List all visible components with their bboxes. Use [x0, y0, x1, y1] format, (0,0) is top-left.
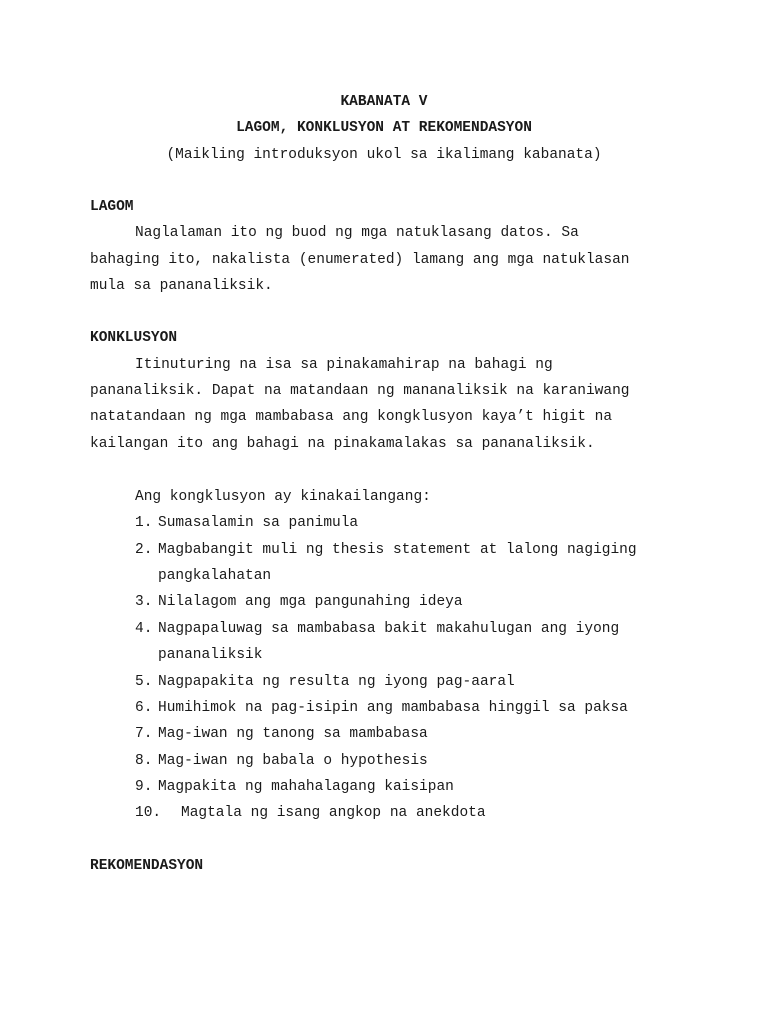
list-item-text: Magpakita ng mahahalagang kaisipan	[158, 779, 454, 795]
list-item-number: 2.	[135, 542, 153, 558]
list-item-number: 3.	[135, 594, 153, 610]
chapter-title: LAGOM, KONKLUSYON AT REKOMENDASYON	[236, 120, 532, 136]
list-item-number: 9.	[135, 779, 153, 795]
list-item-number: 7.	[135, 726, 153, 742]
chapter-label: KABANATA V	[340, 94, 428, 110]
list-item-text-continued: pananaliksik	[158, 647, 263, 663]
konklusyon-paragraph-line: pananaliksik. Dapat na matandaan ng mananaliksik na karaniwang	[90, 383, 630, 399]
list-item-text: Nilalagom ang mga pangunahing ideya	[158, 594, 463, 610]
list-item-text: Sumasalamin sa panimula	[158, 515, 359, 531]
list-item-text: Nagpapakita ng resulta ng iyong pag-aaral	[158, 674, 515, 690]
list-item-text: Nagpapaluwag sa mambabasa bakit makahulugan ang iyong	[158, 621, 620, 637]
lagom-heading: LAGOM	[90, 199, 134, 215]
list-item-text: Magbabangit muli ng thesis statement at lalong nagiging	[158, 542, 637, 558]
list-item-number: 1.	[135, 515, 153, 531]
list-intro: Ang kongklusyon ay kinakailangang:	[135, 489, 431, 505]
list-item-text: Mag-iwan ng babala o hypothesis	[158, 753, 428, 769]
rekomendasyon-heading: REKOMENDASYON	[90, 858, 204, 874]
list-item-number: 6.	[135, 700, 153, 716]
konklusyon-paragraph-line: natatandaan ng mga mambabasa ang kongklusyon kaya’t higit na	[90, 409, 613, 425]
list-item-number: 8.	[135, 753, 153, 769]
lagom-paragraph-line: Naglalaman ito ng buod ng mga natuklasang datos. Sa	[135, 225, 579, 241]
list-item-text: Humihimok na pag-isipin ang mambabasa hinggil sa paksa	[158, 700, 628, 716]
lagom-paragraph-line: bahaging ito, nakalista (enumerated) lamang ang mga natuklasan	[90, 252, 630, 268]
list-item-text: Mag-iwan ng tanong sa mambabasa	[158, 726, 428, 742]
konklusyon-paragraph-line: kailangan ito ang bahagi na pinakamalakas sa pananaliksik.	[90, 436, 595, 452]
list-item-number: 5.	[135, 674, 153, 690]
list-item-number: 10.	[135, 805, 162, 821]
chapter-subtitle: (Maikling introduksyon ukol sa ikalimang kabanata)	[166, 147, 602, 163]
konklusyon-paragraph-line: Itinuturing na isa sa pinakamahirap na bahagi ng	[135, 357, 553, 373]
lagom-paragraph-line: mula sa pananaliksik.	[90, 278, 273, 294]
list-item-number: 4.	[135, 621, 153, 637]
konklusyon-heading: KONKLUSYON	[90, 330, 178, 346]
list-item-text: Magtala ng isang angkop na anekdota	[181, 805, 486, 821]
list-item-text-continued: pangkalahatan	[158, 568, 272, 584]
